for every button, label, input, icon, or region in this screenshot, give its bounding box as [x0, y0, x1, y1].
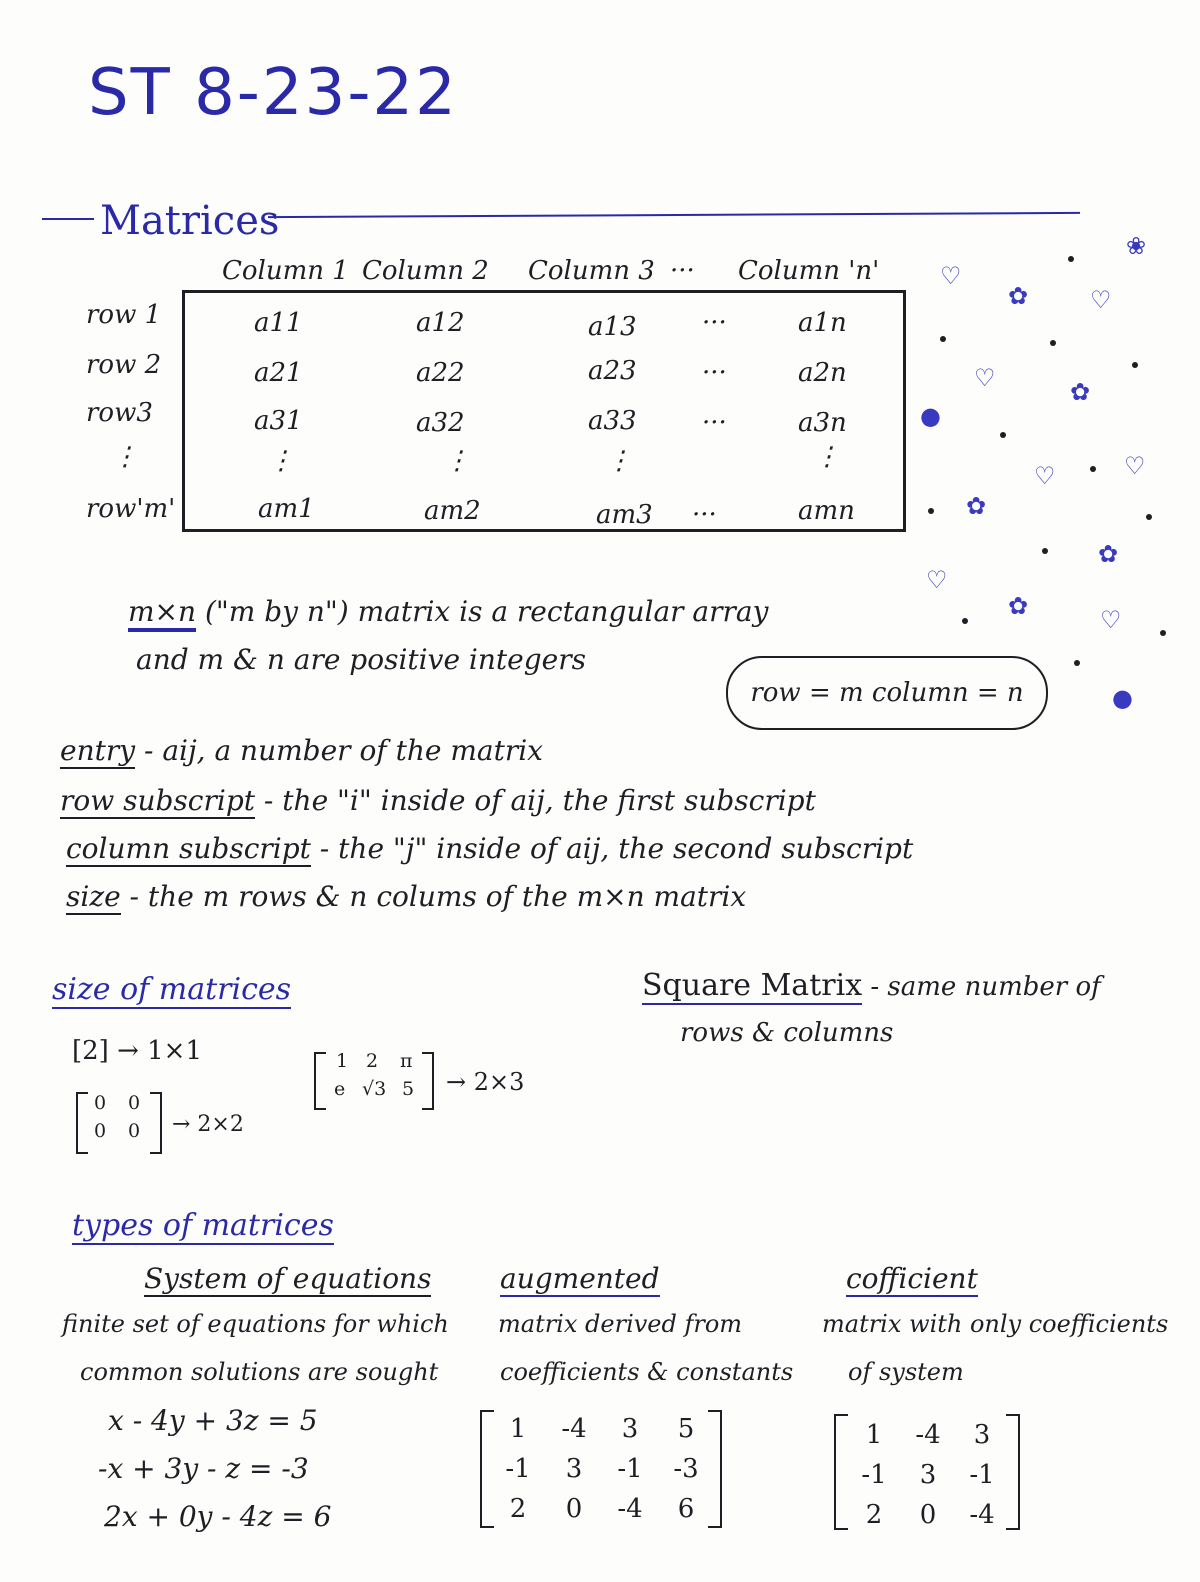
- matrix-value: 2: [509, 1494, 527, 1524]
- matrix-cell: a3n: [798, 408, 847, 438]
- matrix-value: 1: [865, 1420, 883, 1450]
- equation-2: -x + 3y - z = -3: [98, 1452, 309, 1485]
- definition-text: - aij, a number of the matrix: [135, 734, 543, 767]
- flower-icon: ✿: [1070, 378, 1091, 406]
- dot-icon: [1074, 660, 1080, 666]
- flower-icon: ●: [1112, 684, 1133, 712]
- matrix-cell: a11: [254, 308, 303, 338]
- dot-icon: [1146, 514, 1152, 520]
- augmented-desc-2: coefficients & constants: [500, 1358, 794, 1386]
- matrix-value: 3: [973, 1420, 991, 1450]
- row-column-note-cloud: row = m column = n: [726, 656, 1048, 730]
- matrix-value: 0: [94, 1120, 107, 1142]
- heart-icon: ♡: [1100, 606, 1122, 634]
- size-example-2x2-label: → 2×2: [172, 1112, 244, 1137]
- matrix-value: √3: [362, 1078, 387, 1100]
- equation-1: x - 4y + 3z = 5: [108, 1404, 318, 1437]
- page-title: ST 8-23-22: [88, 56, 458, 130]
- matrix-value: 0: [565, 1494, 583, 1524]
- right-bracket: [422, 1052, 434, 1110]
- dot-icon: [928, 508, 934, 514]
- system-of-equations-heading: System of equations: [144, 1262, 432, 1295]
- mxn-line-1: ("m by n") matrix is a rectangular array: [196, 595, 769, 628]
- matrix-value: 5: [402, 1078, 415, 1100]
- matrix-cell: a31: [254, 406, 303, 436]
- matrix-value: 0: [94, 1092, 107, 1114]
- dot-icon: [1042, 548, 1048, 554]
- flower-icon: ✿: [1008, 282, 1029, 310]
- matrix-value: -4: [915, 1420, 941, 1450]
- matrix-value: 2: [865, 1500, 883, 1530]
- size-of-matrices-heading: size of matrices: [52, 972, 292, 1007]
- matrix-value: 2: [366, 1050, 379, 1072]
- augmented-heading: augmented: [500, 1262, 660, 1295]
- matrix-cell: ⋮: [606, 446, 632, 476]
- definition-size: [66, 880, 746, 913]
- definition-text: - the "i" inside of aij, the first subscript: [255, 784, 816, 817]
- matrix-value: -3: [673, 1454, 699, 1484]
- row-label-2: row 2: [86, 350, 162, 380]
- square-matrix-definition: [642, 968, 1101, 1003]
- matrix-value: -4: [969, 1500, 995, 1530]
- column-header-ellipsis: ···: [670, 256, 695, 286]
- row-label-m: row'm': [86, 494, 176, 524]
- matrix-cell: ⋮: [268, 446, 294, 476]
- heading-rule-left: [42, 218, 94, 220]
- matrix-value: 0: [128, 1120, 141, 1142]
- dot-icon: [1132, 362, 1138, 368]
- square-matrix-text: - same number of: [862, 972, 1101, 1002]
- dot-icon: [1068, 256, 1074, 262]
- column-header-2: Column 2: [362, 256, 489, 286]
- matrix-value: 3: [919, 1460, 937, 1490]
- square-matrix-text-2: rows & columns: [680, 1018, 894, 1048]
- heading-rule-right: [268, 212, 1080, 218]
- matrix-cell: ···: [702, 358, 727, 388]
- matrix-cell: ···: [692, 500, 717, 530]
- matrix-cell: a12: [416, 308, 465, 338]
- equation-3: 2x + 0y - 4z = 6: [104, 1500, 332, 1533]
- coefficient-desc-1: matrix with only coefficients: [822, 1310, 1169, 1338]
- definition-term: row subscript: [60, 784, 256, 817]
- dot-icon: [1160, 630, 1166, 636]
- matrix-cell: a32: [416, 408, 465, 438]
- matrix-value: 0: [919, 1500, 937, 1530]
- left-bracket: [76, 1092, 88, 1154]
- definition-term: entry: [60, 734, 136, 767]
- flower-icon: ❀: [1126, 232, 1147, 260]
- definition-column-subscript: [66, 832, 913, 865]
- matrix-value: 0: [128, 1092, 141, 1114]
- matrix-value: 5: [677, 1414, 695, 1444]
- definition-text: - the "j" inside of aij, the second subscript: [310, 832, 914, 865]
- matrix-value: -1: [861, 1460, 887, 1490]
- matrix-cell: ···: [702, 408, 727, 438]
- matrices-heading: Matrices: [100, 198, 280, 244]
- row-label-vdots: ⋮: [112, 442, 138, 472]
- matrix-cell: a22: [416, 358, 465, 388]
- mxn-term: m×n: [128, 595, 196, 632]
- left-bracket: [314, 1052, 326, 1110]
- matrix-value: -1: [969, 1460, 995, 1490]
- column-header-3: Column 3: [528, 256, 655, 286]
- matrix-cell: a23: [588, 356, 637, 386]
- heart-icon: ♡: [926, 566, 948, 594]
- heart-icon: ♡: [1124, 452, 1146, 480]
- definition-term: column subscript: [66, 832, 311, 865]
- dot-icon: [940, 336, 946, 342]
- heart-icon: ♡: [1090, 286, 1112, 314]
- matrix-value: -4: [561, 1414, 587, 1444]
- matrix-cell: a1n: [798, 308, 847, 338]
- matrix-cell: am3: [596, 500, 653, 530]
- coefficient-desc-2: of system: [848, 1358, 964, 1386]
- matrix-value: e: [334, 1078, 346, 1100]
- dot-icon: [1050, 340, 1056, 346]
- matrix-value: π: [400, 1050, 413, 1072]
- coefficient-heading: cofficient: [846, 1262, 978, 1295]
- mxn-line-2: and m & n are positive integers: [136, 643, 586, 676]
- row-label-1: row 1: [86, 300, 162, 330]
- system-desc-1: finite set of equations for which: [62, 1310, 449, 1338]
- column-header-1: Column 1: [222, 256, 349, 286]
- flower-icon: ✿: [1008, 592, 1029, 620]
- matrix-value: 3: [621, 1414, 639, 1444]
- definition-entry: [60, 734, 543, 767]
- matrix-cell: a33: [588, 406, 637, 436]
- matrix-cell: ⋮: [814, 442, 840, 472]
- matrix-cell: am1: [258, 494, 315, 524]
- matrix-value: -1: [505, 1454, 531, 1484]
- types-of-matrices-heading: types of matrices: [72, 1208, 334, 1243]
- heart-icon: ♡: [1034, 462, 1056, 490]
- matrix-value: 1: [509, 1414, 527, 1444]
- flower-icon: ✿: [1098, 540, 1119, 568]
- size-example-1x1: [2] → 1×1: [72, 1036, 203, 1066]
- mxn-description: [128, 588, 768, 684]
- matrix-cell: amn: [798, 496, 855, 526]
- matrix-value: -4: [617, 1494, 643, 1524]
- matrix-value: 3: [565, 1454, 583, 1484]
- flower-icon: ●: [920, 402, 941, 430]
- matrix-cell: a21: [254, 358, 303, 388]
- matrix-value: -1: [617, 1454, 643, 1484]
- heart-icon: ♡: [940, 262, 962, 290]
- dot-icon: [1000, 432, 1006, 438]
- matrix-value: 6: [677, 1494, 695, 1524]
- matrix-cell: a2n: [798, 358, 847, 388]
- definition-row-subscript: [60, 784, 816, 817]
- dot-icon: [1090, 466, 1096, 472]
- matrix-cell: am2: [424, 496, 481, 526]
- augmented-desc-1: matrix derived from: [498, 1310, 743, 1338]
- matrix-cell: a13: [588, 312, 637, 342]
- heart-icon: ♡: [974, 364, 996, 392]
- dot-icon: [962, 618, 968, 624]
- row-label-3: row3: [86, 398, 153, 428]
- right-bracket: [150, 1092, 162, 1154]
- matrix-cell: ⋮: [444, 446, 470, 476]
- matrix-value: 1: [336, 1050, 349, 1072]
- definition-term: size: [66, 880, 121, 913]
- definition-text: - the m rows & n colums of the m×n matrix: [120, 880, 747, 913]
- flower-icon: ✿: [966, 492, 987, 520]
- size-example-2x3-label: → 2×3: [446, 1068, 525, 1096]
- system-desc-2: common solutions are sought: [80, 1358, 439, 1386]
- matrix-cell: ···: [702, 308, 727, 338]
- column-header-n: Column 'n': [738, 256, 880, 286]
- square-matrix-term: Square Matrix: [642, 968, 863, 1003]
